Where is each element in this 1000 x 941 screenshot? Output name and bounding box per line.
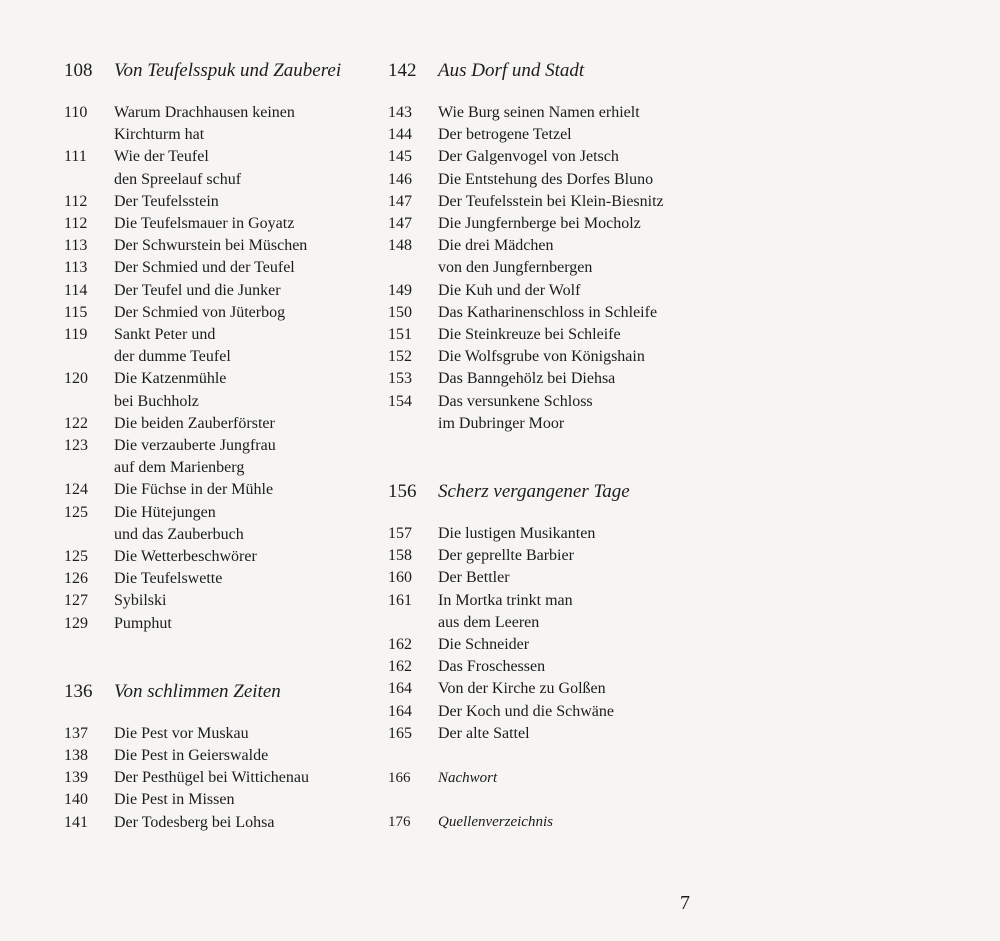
toc-entry	[388, 391, 688, 413]
page-ref: 129	[64, 614, 88, 632]
entry-title: Das Banngehölz bei Diehsa	[438, 370, 616, 388]
page-ref: 162	[388, 636, 412, 654]
page-ref: 112	[64, 192, 88, 210]
toc-entry	[388, 590, 688, 612]
sources-entry	[388, 811, 688, 833]
entry-title: Der Schmied und der Teufel	[114, 259, 295, 277]
page-ref: 162	[388, 658, 412, 676]
entry-list	[64, 723, 384, 834]
entry-title: Der Bettler	[438, 569, 510, 587]
page-ref: 176	[388, 814, 411, 831]
entry-title: Der Teufelsstein	[114, 192, 219, 210]
toc-entry	[388, 235, 688, 257]
toc-entry	[388, 280, 688, 302]
toc-entry	[388, 169, 688, 191]
page-ref: 122	[64, 414, 88, 432]
entry-title: Das versunkene Schloss	[438, 392, 593, 410]
section-title: Scherz vergangener Tage	[438, 481, 630, 503]
page-ref: 153	[388, 370, 412, 388]
toc-entry	[64, 723, 384, 745]
entry-title: Das Froschessen	[438, 658, 546, 676]
toc-entry	[388, 324, 688, 346]
entry-title: Der Schmied von Jüterbog	[114, 303, 286, 321]
page-ref: 119	[64, 326, 88, 344]
section-title: Von Teufelsspuk und Zauberei	[114, 60, 342, 81]
page-ref: 125	[64, 503, 88, 521]
toc-entry	[388, 634, 688, 656]
page-ref: 164	[388, 702, 412, 720]
entry-title: Die Schneider	[438, 636, 530, 654]
entry-title: Warum Drachhausen keinen	[114, 104, 295, 121]
section-title: Aus Dorf und Stadt	[438, 60, 585, 81]
page-ref: 145	[388, 148, 412, 166]
entry-title: Die verzauberte Jungfrau	[114, 437, 276, 455]
page-ref: 112	[64, 215, 88, 233]
section-heading	[64, 58, 384, 84]
page-ref: 152	[388, 348, 412, 366]
entry-title: Die Kuh und der Wolf	[438, 281, 581, 299]
page-ref: 148	[388, 237, 412, 255]
entry-title: bei Buchholz	[114, 392, 199, 410]
page-ref: 123	[64, 437, 88, 455]
page-ref: 157	[388, 525, 412, 543]
page-number: 7	[680, 892, 690, 914]
toc-entry	[64, 324, 384, 346]
entry-title: Der Pesthügel bei Wittichenau	[114, 769, 310, 787]
toc-entry	[64, 191, 384, 213]
entry-title: Die Jungfernberge bei Mocholz	[438, 215, 641, 233]
sources-title: Quellenverzeichnis	[438, 814, 553, 831]
entry-title: Von der Kirche zu Golßen	[438, 680, 606, 698]
page-ref: 165	[388, 724, 412, 742]
entry-title: Sybilski	[114, 592, 167, 610]
entry-title: Die Teufelswette	[114, 570, 223, 588]
toc-entry	[64, 546, 384, 568]
entry-title: auf dem Marienberg	[114, 459, 245, 477]
toc-entry	[64, 368, 384, 390]
page-ref: 154	[388, 392, 412, 410]
page-ref: 126	[64, 570, 88, 588]
section-heading	[64, 679, 384, 705]
toc-entry	[388, 146, 688, 168]
toc-entry	[388, 213, 688, 235]
toc-entry	[64, 413, 384, 435]
section-heading	[388, 479, 688, 505]
toc-entry-continuation	[64, 524, 384, 546]
toc-entry	[64, 302, 384, 324]
toc-entry	[64, 568, 384, 590]
entry-title: Wie Burg seinen Namen erhielt	[438, 104, 640, 121]
page-ref: 142	[388, 60, 417, 81]
page-ref: 144	[388, 126, 412, 144]
toc-entry	[64, 502, 384, 524]
page-ref: 136	[64, 680, 93, 702]
entry-title: Die Wetterbeschwörer	[114, 548, 257, 566]
entry-title: Der Todesberg bei Lohsa	[114, 813, 275, 831]
entry-title: Die beiden Zauberförster	[114, 414, 275, 432]
entry-title: den Spreelauf schuf	[114, 170, 242, 188]
toc-entry	[64, 767, 384, 789]
toc-entry	[64, 479, 384, 501]
toc-entry	[64, 789, 384, 811]
page-ref: 139	[64, 769, 88, 787]
toc-entry-continuation	[388, 413, 688, 435]
entry-title: Die Entstehung des Dorfes Bluno	[438, 170, 654, 188]
page-ref: 111	[64, 148, 87, 166]
entry-title: Der Schwurstein bei Müschen	[114, 237, 308, 255]
entry-title: Die Füchse in der Mühle	[114, 481, 274, 499]
page-ref: 113	[64, 237, 88, 255]
page-ref: 166	[388, 770, 411, 787]
entry-title: aus dem Leeren	[438, 613, 540, 631]
page-ref: 125	[64, 548, 88, 566]
toc-entry	[64, 146, 384, 168]
page-ref: 141	[64, 813, 88, 831]
page-ref: 146	[388, 170, 412, 188]
entry-title: Die drei Mädchen	[438, 237, 554, 255]
toc-entry	[388, 701, 688, 723]
entry-title: der dumme Teufel	[114, 348, 231, 366]
entry-list	[388, 102, 688, 435]
toc-entry-continuation	[388, 612, 688, 634]
entry-title: Kirchturm hat	[114, 126, 205, 144]
entry-title: Sankt Peter und	[114, 326, 216, 344]
page-ref: 147	[388, 192, 412, 210]
page-ref: 138	[64, 747, 88, 765]
toc-entry	[388, 523, 688, 545]
toc-entry	[388, 346, 688, 368]
page-ref: 147	[388, 215, 412, 233]
entry-title: Das Katharinenschloss in Schleife	[438, 303, 658, 321]
toc-entry	[64, 102, 384, 124]
toc-entry	[388, 191, 688, 213]
toc-entry-continuation	[64, 457, 384, 479]
page-ref: 143	[388, 104, 412, 121]
entry-title: Der alte Sattel	[438, 724, 530, 742]
entry-title: und das Zauberbuch	[114, 525, 244, 543]
toc-entry	[64, 590, 384, 612]
page-ref: 113	[64, 259, 88, 277]
entry-title: Der geprellte Barbier	[438, 547, 574, 565]
page-ref: 161	[388, 591, 412, 609]
page-ref: 149	[388, 281, 412, 299]
page-ref: 114	[64, 281, 88, 299]
toc-entry	[388, 678, 688, 700]
toc-entry	[64, 213, 384, 235]
toc-entry	[388, 124, 688, 146]
page-ref: 127	[64, 592, 88, 610]
page-ref: 151	[388, 326, 412, 344]
toc-left-column	[64, 58, 384, 834]
entry-title: im Dubringer Moor	[438, 414, 565, 432]
section-heading	[388, 58, 688, 84]
entry-title: Der Teufelsstein bei Klein-Biesnitz	[438, 192, 664, 210]
page-ref: 108	[64, 60, 93, 81]
entry-list	[388, 523, 688, 745]
toc-entry-continuation	[64, 346, 384, 368]
entry-title: Die Pest vor Muskau	[114, 724, 249, 742]
page-ref: 160	[388, 569, 412, 587]
entry-title: Die Pest in Missen	[114, 791, 235, 809]
entry-title: In Mortka trinkt man	[438, 591, 573, 609]
page-ref: 115	[64, 303, 88, 321]
entry-title: von den Jungfernbergen	[438, 259, 593, 277]
section-title: Von schlimmen Zeiten	[114, 680, 281, 702]
entry-title: Der Galgenvogel von Jetsch	[438, 148, 619, 166]
page-ref: 137	[64, 724, 88, 742]
entry-title: Die Pest in Geierswalde	[114, 747, 269, 765]
entry-title: Der Teufel und die Junker	[114, 281, 281, 299]
toc-entry	[388, 723, 688, 745]
toc-entry	[388, 102, 688, 124]
page-ref: 150	[388, 303, 412, 321]
entry-list	[64, 102, 384, 635]
entry-title: Wie der Teufel	[114, 148, 209, 166]
toc-entry	[388, 368, 688, 390]
toc-entry	[64, 257, 384, 279]
toc-entry	[388, 567, 688, 589]
toc-entry	[64, 745, 384, 767]
toc-entry-continuation	[64, 124, 384, 146]
page-ref: 110	[64, 104, 88, 121]
afterword-title: Nachwort	[438, 770, 498, 787]
toc-entry	[64, 280, 384, 302]
toc-entry-continuation	[388, 257, 688, 279]
toc-entry	[388, 656, 688, 678]
toc-right-column	[388, 58, 688, 833]
entry-title: Die lustigen Musikanten	[438, 525, 596, 543]
page-ref: 120	[64, 370, 88, 388]
toc-entry	[64, 812, 384, 834]
page-ref: 158	[388, 547, 412, 565]
page-ref: 124	[64, 481, 88, 499]
entry-title: Die Wolfsgrube von Königshain	[438, 348, 645, 366]
page-ref: 140	[64, 791, 88, 809]
entry-title: Der Koch und die Schwäne	[438, 702, 614, 720]
entry-title: Pumphut	[114, 614, 172, 632]
toc-entry	[64, 613, 384, 635]
entry-title: Der betrogene Tetzel	[438, 126, 572, 144]
toc-entry-continuation	[64, 169, 384, 191]
page-ref: 156	[388, 481, 417, 503]
toc-entry-continuation	[64, 391, 384, 413]
page-ref: 164	[388, 680, 412, 698]
toc-entry	[388, 545, 688, 567]
entry-title: Die Teufelsmauer in Goyatz	[114, 215, 295, 233]
afterword-entry	[388, 767, 688, 789]
toc-entry	[388, 302, 688, 324]
toc-entry	[64, 235, 384, 257]
entry-title: Die Katzenmühle	[114, 370, 227, 388]
entry-title: Die Steinkreuze bei Schleife	[438, 326, 621, 344]
entry-title: Die Hütejungen	[114, 503, 216, 521]
toc-entry	[64, 435, 384, 457]
